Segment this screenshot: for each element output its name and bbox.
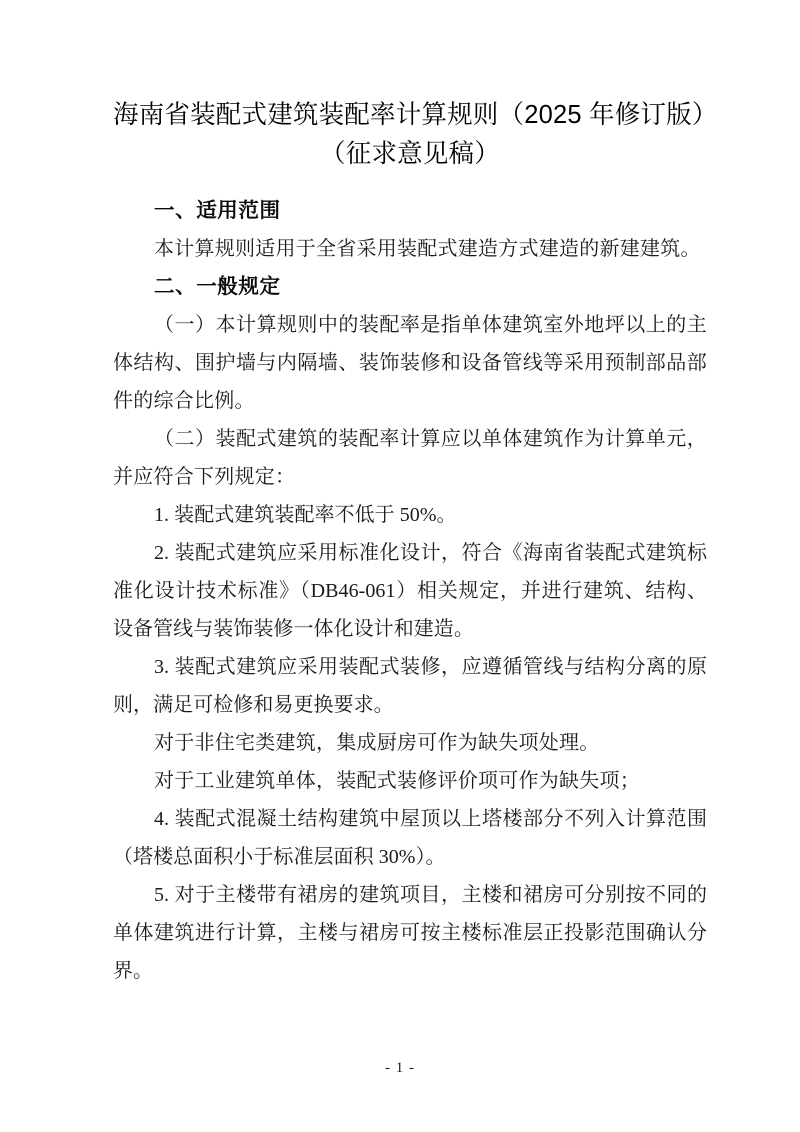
document-body	[113, 96, 718, 990]
paragraph-general-1: （一）本计算规则中的装配率是指单体建筑室外地坪以上的主体结构、围护墙与内隔墙、装饰装修和设备管线等采用预制部品部件的综合比例。	[113, 314, 707, 412]
list-item-1: 1. 装配式建筑装配率不低于 50%。	[154, 504, 457, 526]
page-footer	[0, 1060, 800, 1077]
list-item-4: 4. 装配式混凝土结构建筑中屋顶以上塔楼部分不列入计算范围（塔楼总面积小于标准层面积 30%）。	[113, 808, 707, 868]
title-line-1: 海南省装配式建筑装配率计算规则（2025 年修订版）	[113, 101, 718, 129]
list-item-3: 3. 装配式建筑应采用装配式装修，应遵循管线与结构分离的原则，满足可检修和易更换要求。	[113, 656, 707, 716]
paragraph-industrial: 对于工业建筑单体，装配式装修评价项可作为缺失项；	[154, 770, 640, 792]
paragraph-scope-1: 本计算规则适用于全省采用装配式建造方式建造的新建建筑。	[154, 238, 701, 260]
title-spacer	[113, 174, 707, 192]
list-item-2: 2. 装配式建筑应采用标准化设计，符合《海南省装配式建筑标准化设计技术标准》（DB46-061）相关规定，并进行建筑、结构、设备管线与装饰装修一体化设计和建造。	[113, 542, 707, 640]
page-number: - 1 -	[385, 1060, 415, 1076]
title-line-2: （征求意见稿）	[320, 140, 500, 168]
list-item-5: 5. 对于主楼带有裙房的建筑项目，主楼和裙房可分别按不同的单体建筑进行计算，主楼与裙房可按主楼标准层正投影范围确认分界。	[113, 884, 707, 982]
section-heading-general-rules: 二、一般规定	[154, 276, 281, 298]
paragraph-non-residential: 对于非住宅类建筑，集成厨房可作为缺失项处理。	[154, 732, 600, 754]
paragraph-general-2: （二）装配式建筑的装配率计算应以单体建筑作为计算单元，并应符合下列规定：	[113, 428, 707, 488]
page-title	[113, 96, 718, 174]
section-heading-scope: 一、适用范围	[154, 200, 281, 222]
